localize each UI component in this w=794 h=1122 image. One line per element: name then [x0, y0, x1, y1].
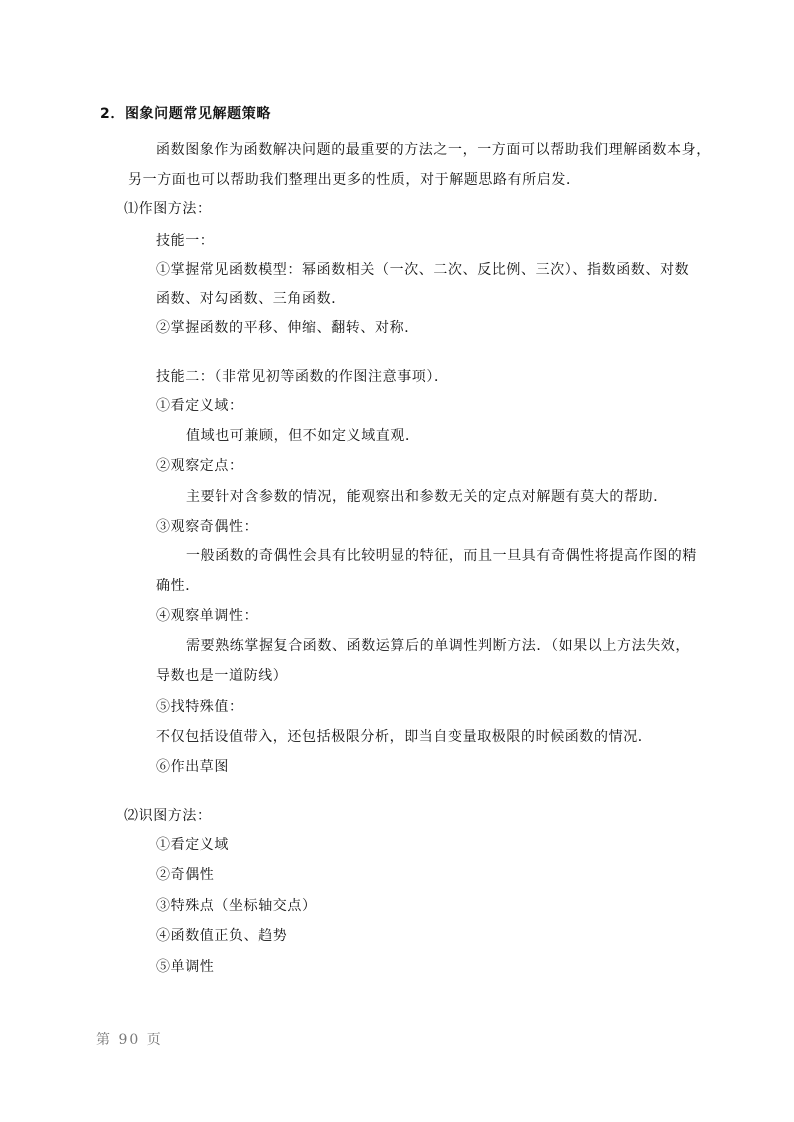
step2-title: ②观察定点： — [156, 458, 244, 474]
reading-item-1: ①看定义域 — [156, 837, 229, 853]
step2-text: 主要针对含参数的情况，能观察出和参数无关的定点对解题有莫大的帮助． — [186, 489, 668, 505]
reading-item-5: ⑤单调性 — [156, 959, 215, 975]
skill1-title: 技能一： — [156, 233, 215, 249]
step5-title: ⑤找特殊值： — [156, 699, 244, 715]
step3-text-line2: 确性． — [156, 578, 200, 594]
intro-line-2: 另一方面也可以帮助我们整理出更多的性质，对于解题思路有所启发． — [128, 172, 581, 188]
reading-item-2: ②奇偶性 — [156, 867, 215, 883]
reading-heading: ⑵识图方法： — [124, 808, 212, 824]
page-number: 第 90 页 — [96, 1032, 163, 1048]
intro-line-1: 函数图象作为函数解决问题的最重要的方法之一，一方面可以帮助我们理解函数本身， — [156, 142, 711, 158]
step1-text: 值域也可兼顾，但不如定义域直观． — [186, 428, 420, 444]
reading-item-3: ③特殊点（坐标轴交点） — [156, 898, 317, 914]
skill2-title: 技能二：（非常见初等函数的作图注意事项）． — [156, 369, 449, 385]
step1-title: ①看定义域： — [156, 398, 244, 414]
step4-title: ④观察单调性： — [156, 608, 259, 624]
step4-text-line2: 导数也是一道防线） — [156, 668, 288, 684]
step5-text: 不仅包括设值带入，还包括极限分析，即当自变量取极限的时候函数的情况． — [156, 729, 653, 745]
reading-item-4: ④函数值正负、趋势 — [156, 928, 288, 944]
section-title: 2．图象问题常见解题策略 — [100, 106, 271, 122]
step3-text-line1: 一般函数的奇偶性会具有比较明显的特征，而且一旦具有奇偶性将提高作图的精 — [186, 548, 697, 564]
step6-title: ⑥作出草图 — [156, 759, 229, 775]
skill1-item2: ②掌握函数的平移、伸缩、翻转、对称． — [156, 320, 419, 336]
drawing-heading: ⑴作图方法： — [124, 201, 212, 217]
step4-text-line1: 需要熟练掌握复合函数、函数运算后的单调性判断方法．（如果以上方法失效， — [186, 638, 690, 654]
skill1-item1-line2: 函数、对勾函数、三角函数． — [156, 291, 346, 307]
skill1-item1-line1: ①掌握常见函数模型：幂函数相关（一次、二次、反比例、三次）、指数函数、对数 — [156, 262, 690, 278]
step3-title: ③观察奇偶性： — [156, 519, 259, 535]
